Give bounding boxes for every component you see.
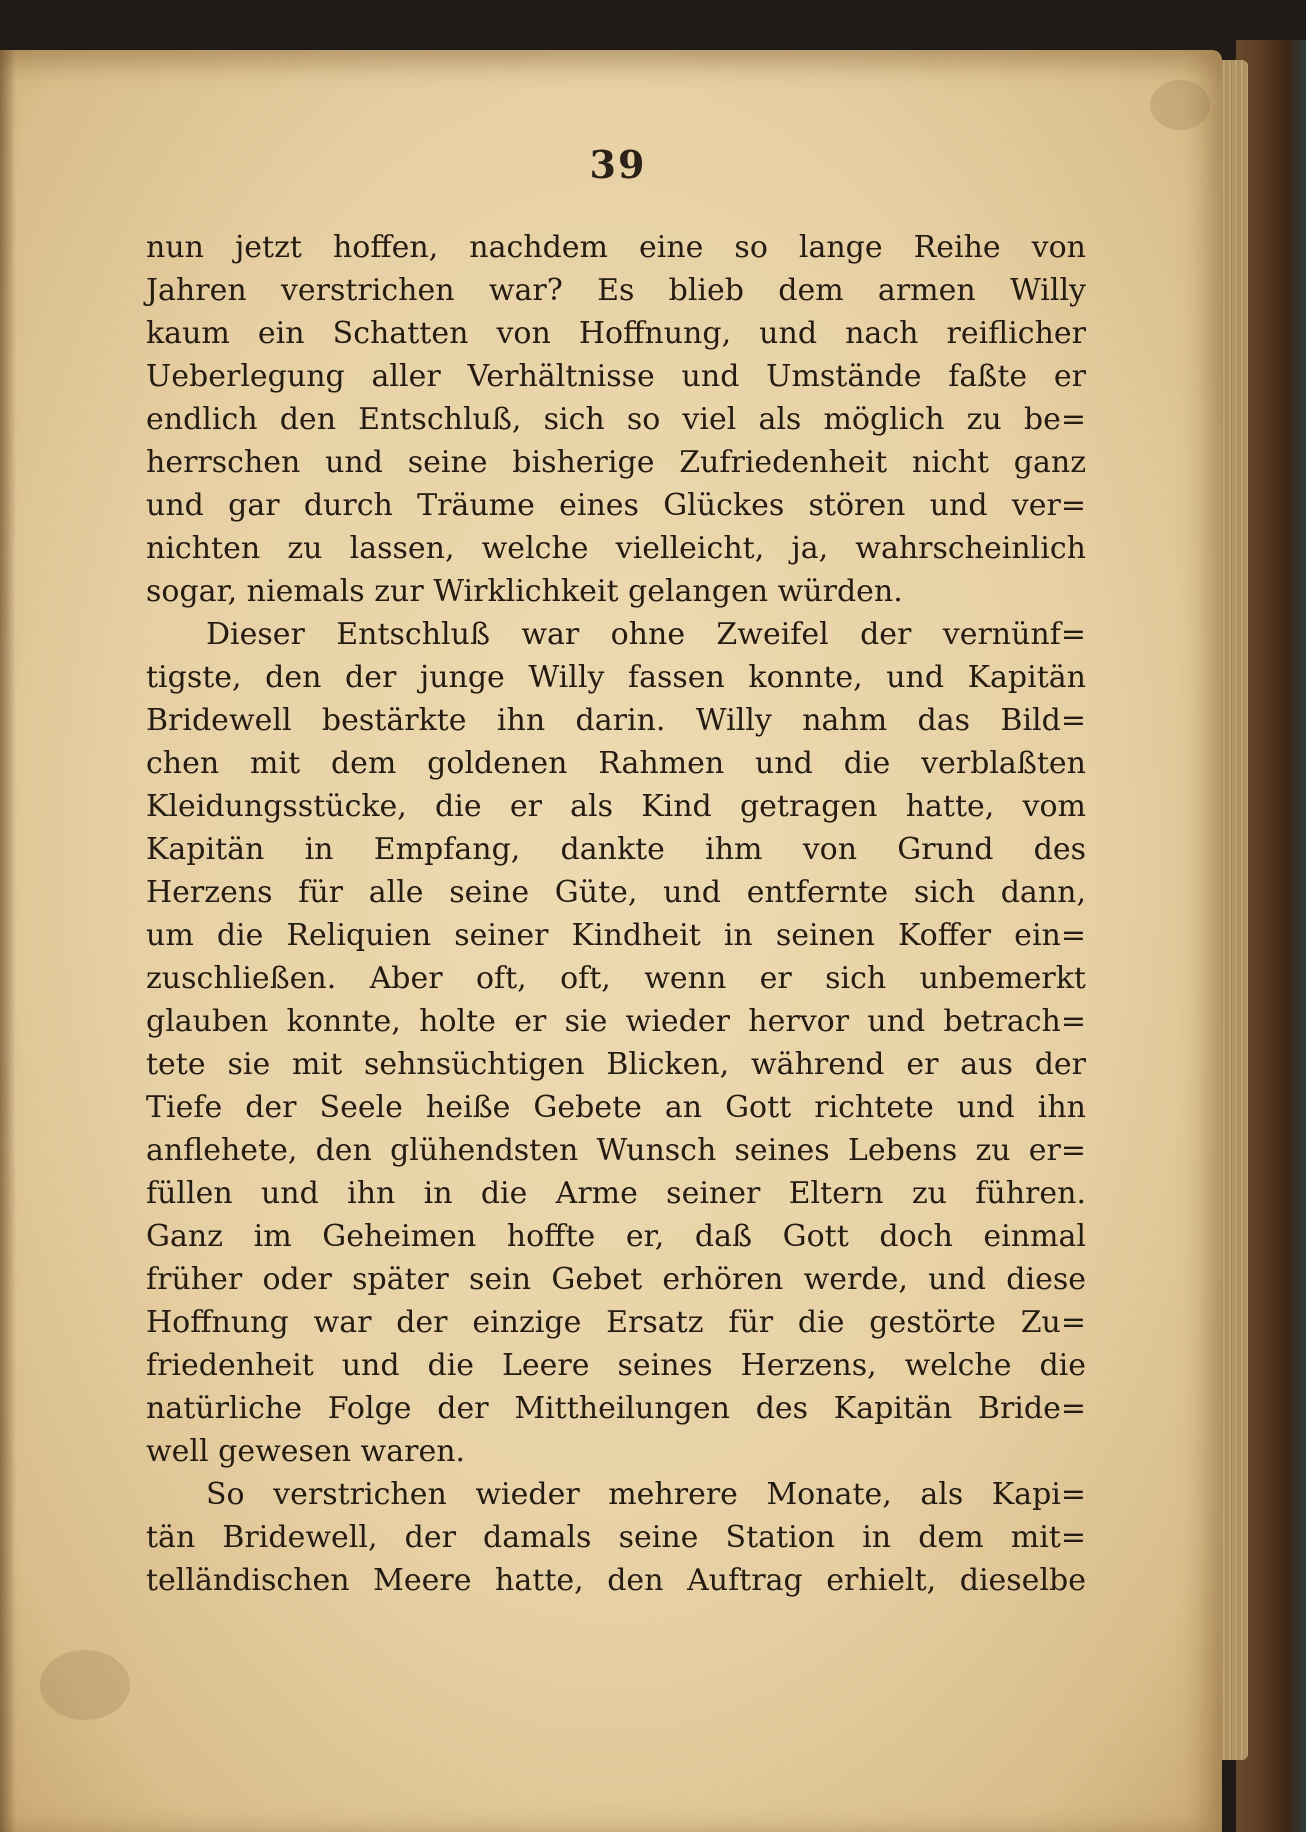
text-line: füllen und ihn in die Arme seiner Eltern zu führen.: [146, 1176, 1086, 1211]
paper-stain: [40, 1650, 130, 1720]
text-line: So verstrichen wieder mehrere Monate, als Kapi=: [206, 1477, 1086, 1512]
text-line: nichten zu lassen, welche vielleicht, ja, wahrscheinlich: [146, 531, 1086, 566]
text-line: chen mit dem goldenen Rahmen und die verblaßten: [146, 746, 1086, 781]
page-number: 39: [589, 142, 647, 187]
text-line: Jahren verstrichen war? Es blieb dem armen Willy: [146, 273, 1086, 308]
text-line: und gar durch Träume eines Glückes stören und ver=: [146, 488, 1086, 523]
text-line: nun jetzt hoffen, nachdem eine so lange Reihe von: [146, 230, 1086, 265]
text-line: natürliche Folge der Mittheilungen des Kapitän Bride=: [146, 1391, 1086, 1426]
text-line: sogar, niemals zur Wirklichkeit gelangen würden.: [146, 574, 903, 609]
text-line: friedenheit und die Leere seines Herzens, welche die: [146, 1348, 1086, 1383]
paper-stain: [1150, 80, 1210, 130]
text-line: tete sie mit sehnsüchtigen Blicken, während er aus der: [146, 1047, 1086, 1082]
text-line: um die Reliquien seiner Kindheit in seinen Koffer ein=: [146, 918, 1086, 953]
text-line: Kleidungsstücke, die er als Kind getragen hatte, vom: [146, 789, 1086, 824]
text-line: herrschen und seine bisherige Zufriedenheit nicht ganz: [146, 445, 1086, 480]
text-line: kaum ein Schatten von Hoffnung, und nach reiflicher: [146, 316, 1086, 351]
text-line: anflehete, den glühendsten Wunsch seines Lebens zu er=: [146, 1133, 1086, 1168]
text-line: Kapitän in Empfang, dankte ihm von Grund des: [146, 832, 1086, 867]
text-line: tän Bridewell, der damals seine Station in dem mit=: [146, 1520, 1086, 1555]
gutter-shadow: [0, 50, 16, 1832]
text-line: Bridewell bestärkte ihn darin. Willy nahm das Bild=: [146, 703, 1086, 738]
text-line: endlich den Entschluß, sich so viel als möglich zu be=: [146, 402, 1086, 437]
text-line: zuschließen. Aber oft, oft, wenn er sich unbemerkt: [146, 961, 1086, 996]
text-line: glauben konnte, holte er sie wieder hervor und betrach=: [146, 1004, 1086, 1039]
text-line: Ganz im Geheimen hoffte er, daß Gott doch einmal: [146, 1219, 1086, 1254]
text-line: Herzens für alle seine Güte, und entfernte sich dann,: [146, 875, 1086, 910]
text-line: Ueberlegung aller Verhältnisse und Umstände faßte er: [146, 359, 1086, 394]
text-line: telländischen Meere hatte, den Auftrag erhielt, dieselbe: [146, 1563, 1086, 1598]
text-line: früher oder später sein Gebet erhören werde, und diese: [146, 1262, 1086, 1297]
text-line: Hoffnung war der einzige Ersatz für die gestörte Zu=: [146, 1305, 1086, 1340]
body-text: [146, 226, 1086, 1602]
text-line: well gewesen waren.: [146, 1434, 466, 1469]
text-line: tigste, den der junge Willy fassen konnte, und Kapitän: [146, 660, 1086, 695]
text-line: Dieser Entschluß war ohne Zweifel der vernünf=: [206, 617, 1086, 652]
text-line: Tiefe der Seele heiße Gebete an Gott richtete und ihn: [146, 1090, 1086, 1125]
